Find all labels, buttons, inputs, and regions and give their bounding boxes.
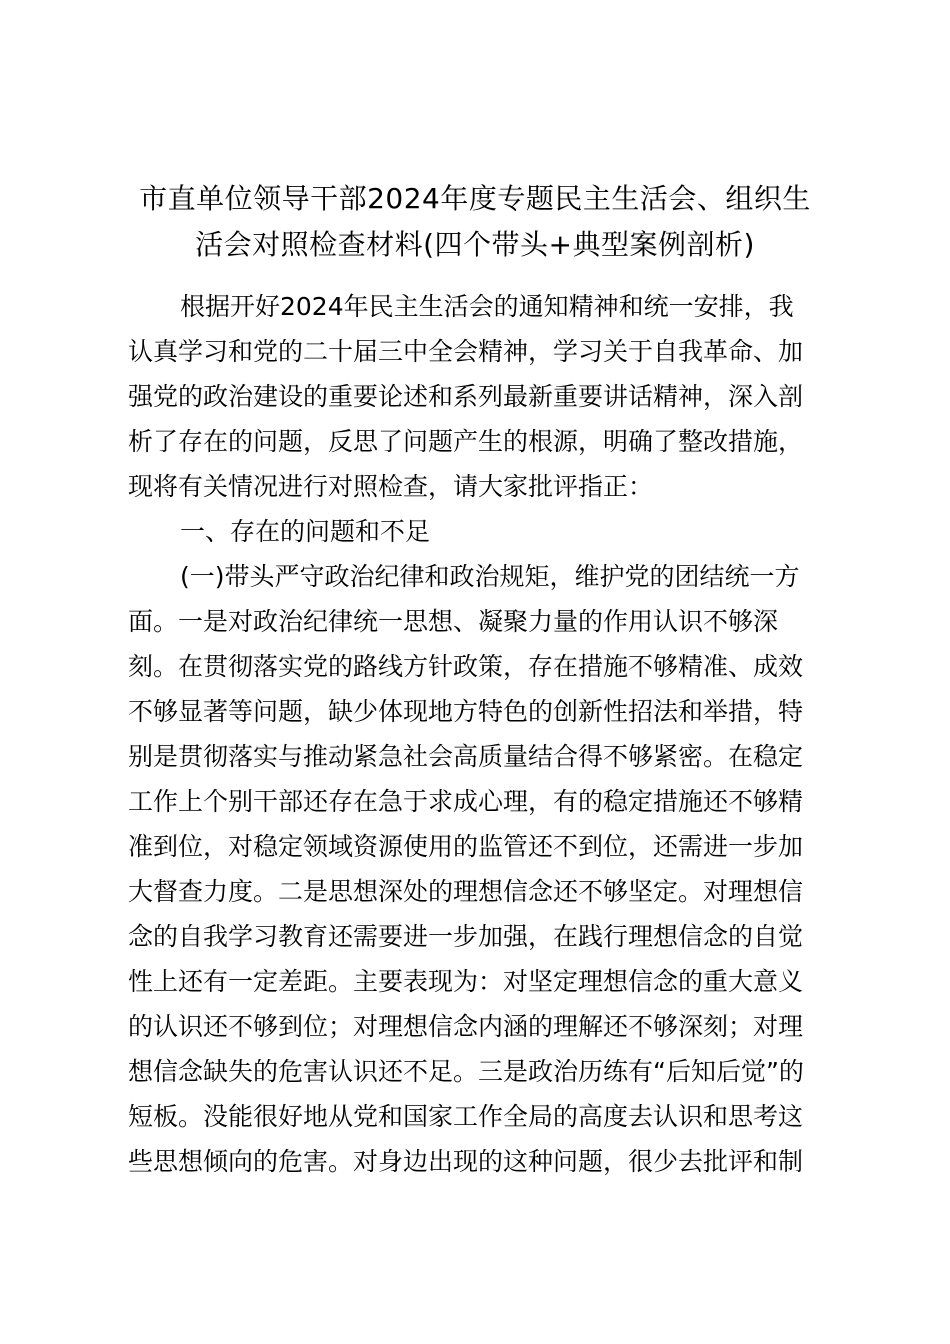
paragraph-line: 工作上个别干部还存在急于求成心理，有的稳定措施还不够精: [128, 787, 804, 816]
paragraph-line: 认真学习和党的二十届三中全会精神，学习关于自我革命、加: [128, 337, 804, 366]
paragraph-line: 别是贯彻落实与推动紧急社会高质量结合得不够紧密。在稳定: [128, 742, 804, 771]
paragraph-line: 些思想倾向的危害。对身边出现的这种问题，很少去批评和制: [128, 1147, 804, 1176]
paragraph-line: 想信念缺失的危害认识还不足。三是政治历练有“后知后觉”的: [128, 1057, 804, 1086]
document-body: [128, 284, 820, 1184]
document-title: [60, 176, 890, 268]
title-line: 活会对照检查材料(四个带头+典型案例剖析): [195, 228, 755, 261]
paragraph-line: 的认识还不够到位；对理想信念内涵的理解还不够深刻；对理: [128, 1012, 804, 1041]
paragraph-line: 析了存在的问题，反思了问题产生的根源，明确了整改措施，: [128, 427, 804, 456]
paragraph-line: 现将有关情况进行对照检查，请大家批评指正：: [128, 472, 654, 501]
paragraph-line: 不够显著等问题，缺少体现地方特色的创新性招法和举措，特: [128, 697, 804, 726]
paragraph-line: 性上还有一定差距。主要表现为：对坚定理想信念的重大意义: [128, 967, 804, 996]
paragraph-line: 大督查力度。二是思想深处的理想信念还不够坚定。对理想信: [128, 877, 804, 906]
section-heading: 一、存在的问题和不足: [180, 517, 431, 546]
paragraph-line: 准到位，对稳定领域资源使用的监管还不到位，还需进一步加: [128, 832, 804, 861]
paragraph-line: 刻。在贯彻落实党的路线方针政策，存在措施不够精准、成效: [128, 652, 804, 681]
paragraph-line: 强党的政治建设的重要论述和系列最新重要讲话精神，深入剖: [128, 382, 804, 411]
paragraph-line: 念的自我学习教育还需要进一步加强，在践行理想信念的自觉: [128, 922, 804, 951]
paragraph-line: 根据开好2024年民主生活会的通知精神和统一安排，我: [180, 292, 794, 321]
paragraph-line: 面。一是对政治纪律统一思想、凝聚力量的作用认识不够深: [128, 607, 779, 636]
title-line: 市直单位领导干部2024年度专题民主生活会、组织生: [139, 182, 811, 215]
paragraph-line: 短板。没能很好地从党和国家工作全局的高度去认识和思考这: [128, 1102, 804, 1131]
paragraph-line: (一)带头严守政治纪律和政治规矩，维护党的团结统一方: [180, 562, 800, 591]
